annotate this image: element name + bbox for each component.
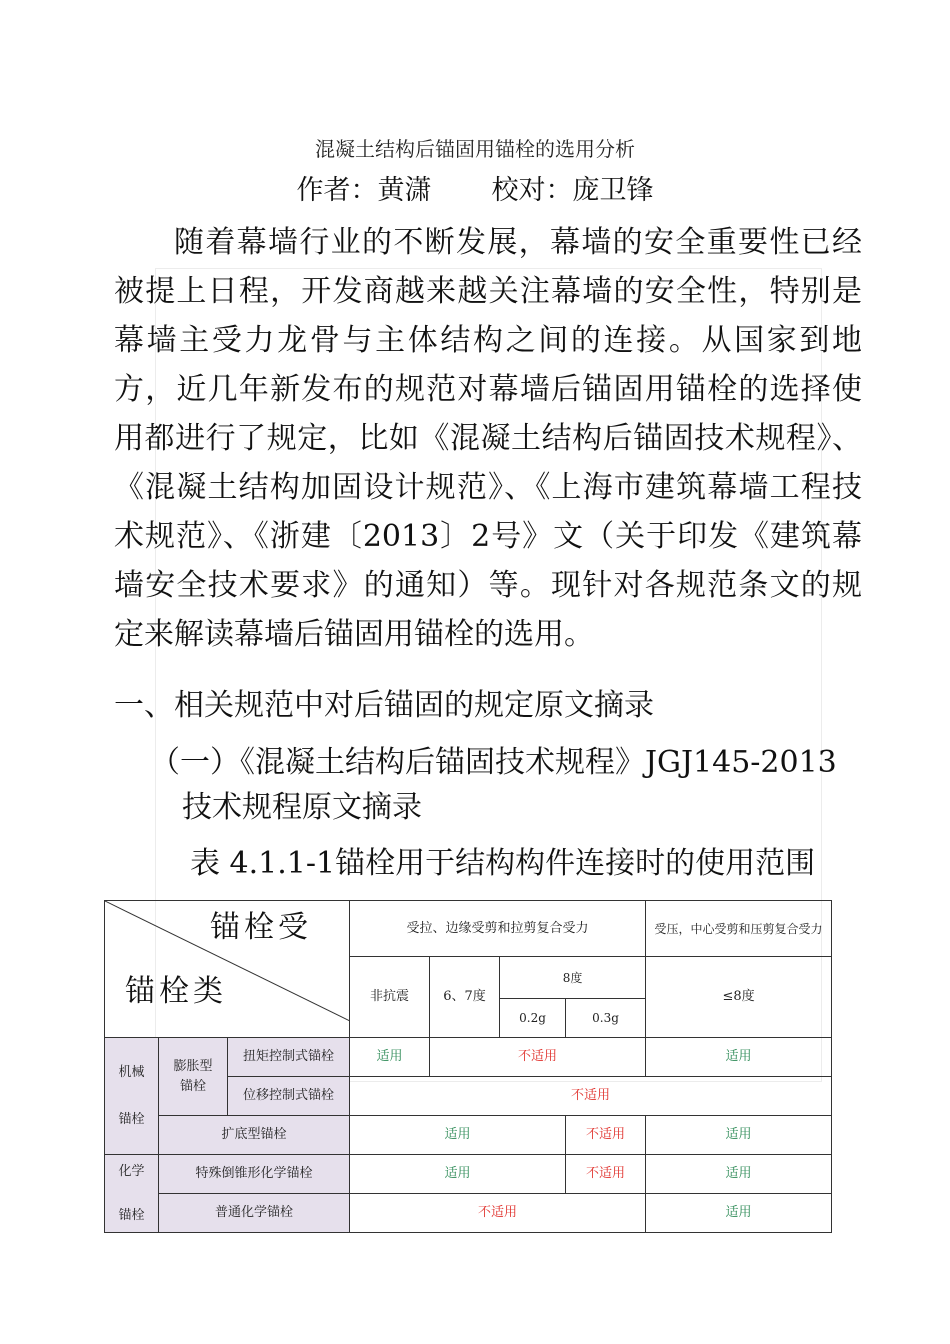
reviewer: 校对：庞卫锋 xyxy=(491,175,654,206)
header-compression-group: 受压，中心受剪和压剪复合受力 xyxy=(646,901,832,957)
cell-torque-compression: 适用 xyxy=(646,1038,832,1077)
cell-torque-nonseismic: 适用 xyxy=(350,1038,430,1077)
subcategory-expansion-line2: 锚栓 xyxy=(179,1078,206,1094)
cell-special-chem-compression: 适用 xyxy=(646,1155,832,1194)
category-chemical-line1: 化学 xyxy=(118,1164,145,1179)
subsection-heading-line2: 技术规程原文摘录 xyxy=(182,790,422,825)
row-label-displacement: 位移控制式锚栓 xyxy=(228,1077,350,1116)
byline xyxy=(0,168,950,207)
anchor-usage-table xyxy=(104,900,832,1233)
header-le8: ≤8度 xyxy=(646,957,832,1038)
header-8-03g: 0.3g xyxy=(566,999,646,1038)
row-label-undercut: 扩底型锚栓 xyxy=(159,1116,350,1155)
corner-label-type: 锚栓类 xyxy=(125,974,227,1009)
row-label-torque: 扭矩控制式锚栓 xyxy=(228,1038,350,1077)
page-title: 混凝土结构后锚固用锚栓的选用分析 xyxy=(315,137,635,161)
row-label-common-chem: 普通化学锚栓 xyxy=(159,1194,350,1233)
cell-torque-seismic: 不适用 xyxy=(430,1038,646,1077)
header-intensity-8: 8度 xyxy=(500,957,646,999)
header-intensity-67: 6、7度 xyxy=(430,957,500,1038)
category-mechanical-line1: 机械 xyxy=(118,1064,145,1080)
cell-undercut-compression: 适用 xyxy=(646,1116,832,1155)
section-heading: 一、相关规范中对后锚固的规定原文摘录 xyxy=(114,688,654,723)
cell-undercut-03g: 不适用 xyxy=(566,1116,646,1155)
subsection-heading xyxy=(150,740,870,830)
cell-undercut-tension: 适用 xyxy=(350,1116,566,1155)
table-caption: 表 4.1.1-1锚栓用于结构构件连接时的使用范围 xyxy=(190,846,816,881)
category-mechanical-line2: 锚栓 xyxy=(118,1112,145,1127)
table-corner-cell xyxy=(105,901,350,1038)
header-8-02g: 0.2g xyxy=(500,999,566,1038)
cell-displacement-all: 不适用 xyxy=(350,1077,832,1116)
header-tension-group: 受拉、边缘受剪和拉剪复合受力 xyxy=(350,901,646,957)
cell-common-chem-tension: 不适用 xyxy=(350,1194,646,1233)
header-non-seismic: 非抗震 xyxy=(350,957,430,1038)
author: 作者：黄潇 xyxy=(296,175,432,206)
cell-special-chem-03g: 不适用 xyxy=(566,1155,646,1194)
cell-special-chem-tension: 适用 xyxy=(350,1155,566,1194)
intro-paragraph: 随着幕墙行业的不断发展，幕墙的安全重要性已经被提上日程，开发商越来越关注幕墙的安全性，特别是幕墙主受力龙骨与主体结构之间的连接。从国家到地方，近几年新发布的规范对幕墙后锚固用锚栓的选择使用都进行了规定，比如《混凝土结构后锚固技术规程》、《混凝土结构加固设计规范》、《上海市建筑幕墙工程技术规范》、《浙建〔2013〕2号》文（关于印发《建筑幕墙安全技术要求》的通知）等。现针对各规范条文的规定来解读幕墙后锚固用锚栓的选用。 xyxy=(114,225,862,652)
corner-label-force: 锚栓受 xyxy=(210,910,312,945)
subcategory-expansion xyxy=(159,1038,228,1116)
category-chemical xyxy=(105,1155,159,1233)
cell-common-chem-compression: 适用 xyxy=(646,1194,832,1233)
category-mechanical xyxy=(105,1038,159,1155)
category-chemical-line2: 锚栓 xyxy=(118,1207,145,1223)
subsection-heading-line1: （一）《混凝土结构后锚固技术规程》JGJ145-2013 xyxy=(150,745,837,780)
row-label-special-chem: 特殊倒锥形化学锚栓 xyxy=(159,1155,350,1194)
subcategory-expansion-line1: 膨胀型 xyxy=(173,1059,213,1074)
